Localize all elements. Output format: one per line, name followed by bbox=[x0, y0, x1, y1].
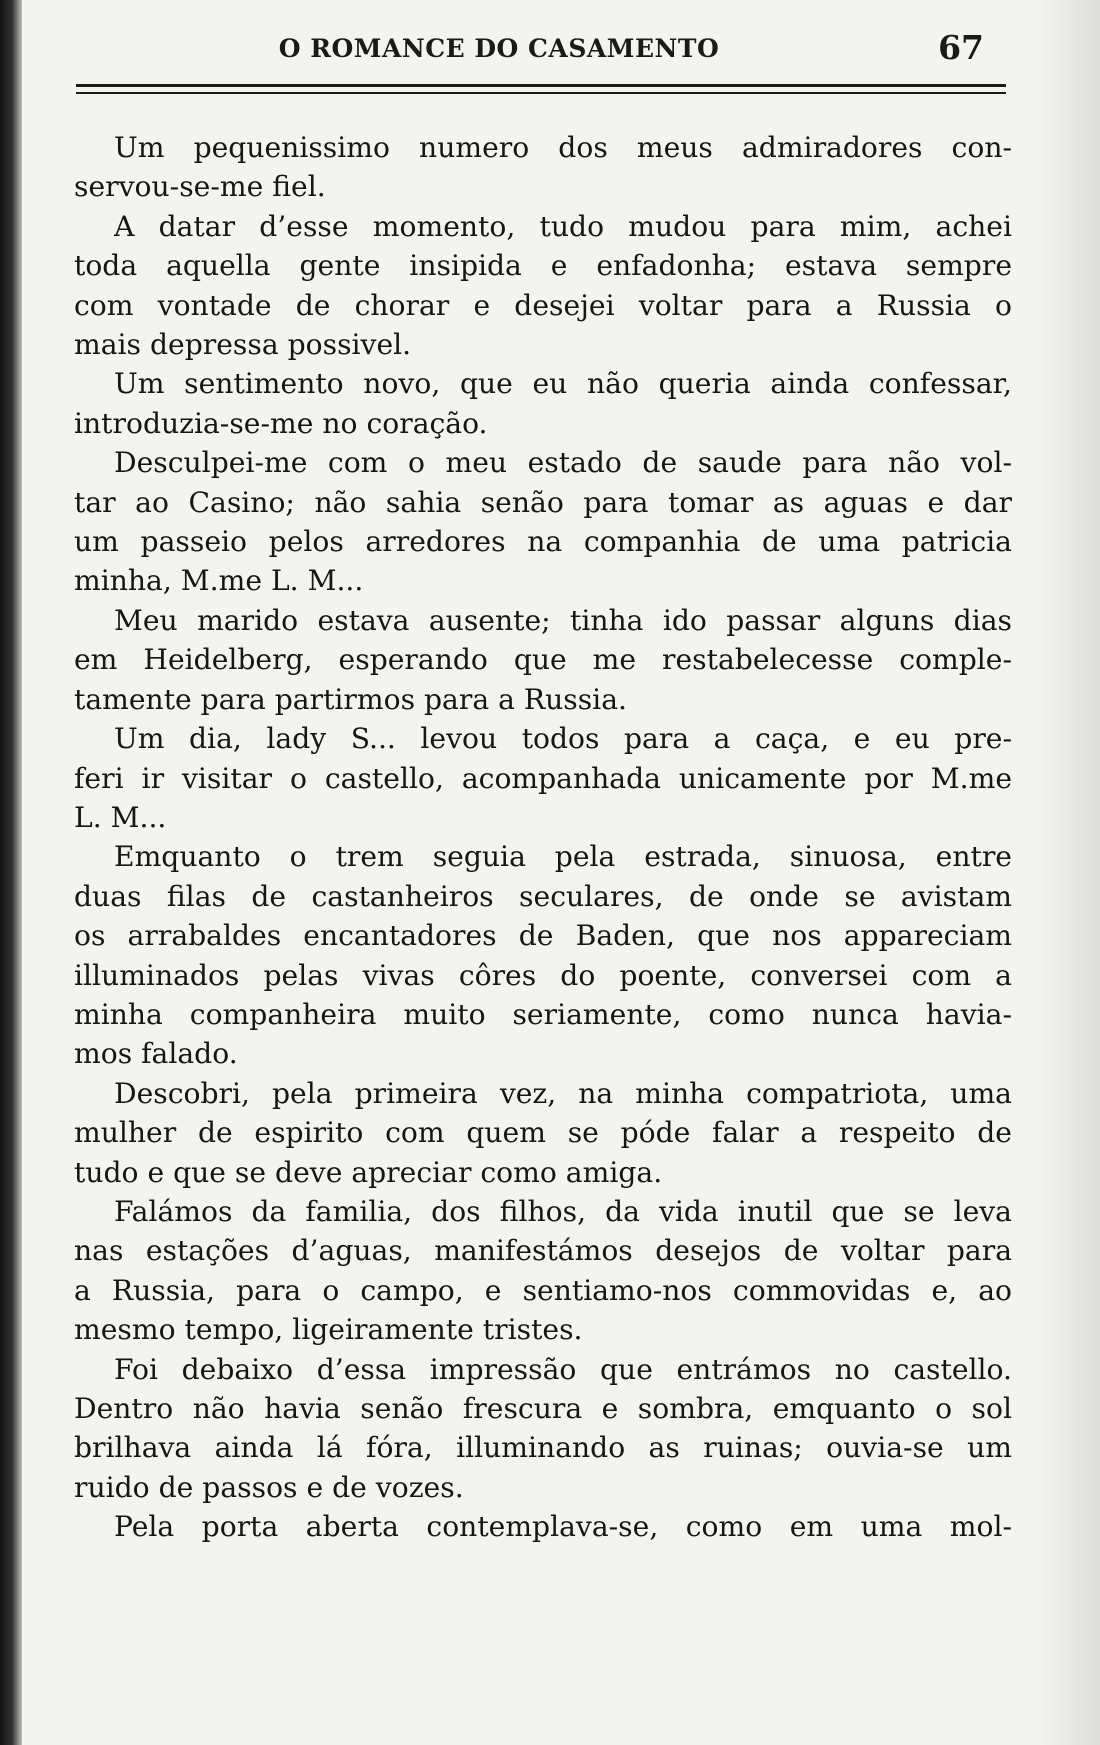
text-line: Foi debaixo d’essa impressão que entrámos no castello. bbox=[114, 1352, 1012, 1386]
text-line: mos falado. bbox=[74, 1037, 238, 1071]
text-line: A datar d’esse momento, tudo mudou para mim, achei bbox=[114, 209, 1012, 243]
text-line: Dentro não havia senão frescura e sombra, emquanto o sol bbox=[74, 1392, 1012, 1425]
text-line: Emquanto o trem seguia pela estrada, sinuosa, entre bbox=[114, 840, 1012, 874]
text-line: Pela porta aberta contemplava-se, como em uma mol- bbox=[114, 1510, 1012, 1544]
paragraph bbox=[74, 719, 1012, 837]
page-header bbox=[74, 28, 1004, 72]
body-text bbox=[74, 128, 1012, 1547]
header-rule-top bbox=[76, 84, 1006, 87]
paragraph bbox=[74, 601, 1012, 719]
paragraph bbox=[74, 128, 1012, 207]
text-line: introduzia-se-me no coração. bbox=[74, 406, 488, 440]
text-line: os arrabaldes encantadores de Baden, que nos appareciam bbox=[74, 919, 1012, 953]
running-title: O ROMANCE DO CASAMENTO bbox=[278, 34, 720, 63]
text-line: tamente para partirmos para a Russia. bbox=[74, 682, 627, 716]
text-line: nas estações d’aguas, manifestámos desejos de voltar para bbox=[74, 1234, 1012, 1268]
text-line: em Heidelberg, esperando que me restabelecesse comple- bbox=[74, 643, 1012, 677]
text-line: toda aquella gente insipida e enfadonha; estava sempre bbox=[74, 249, 1012, 283]
paragraph bbox=[74, 1192, 1012, 1350]
text-line: Desculpei-me com o meu estado de saude para não vol- bbox=[114, 446, 1012, 480]
paragraph bbox=[74, 1507, 1012, 1546]
text-line: duas filas de castanheiros seculares, de onde se avistam bbox=[74, 879, 1012, 913]
text-line: mais depressa possivel. bbox=[74, 328, 412, 362]
text-line: Um pequenissimo numero dos meus admiradores con- bbox=[114, 131, 1012, 164]
text-line: Falámos da familia, dos filhos, da vida inutil que se leva bbox=[114, 1194, 1012, 1228]
text-line: Um sentimento novo, que eu não queria ainda confessar, bbox=[114, 367, 1012, 401]
text-line: brilhava ainda lá fóra, illuminando as ruinas; ouvia-se um bbox=[74, 1431, 1012, 1465]
paragraph bbox=[74, 364, 1012, 443]
paragraph bbox=[74, 1074, 1012, 1192]
text-line: servou-se-me fiel. bbox=[74, 170, 326, 204]
text-line: mesmo tempo, ligeiramente tristes. bbox=[74, 1313, 583, 1347]
page-edge-shading bbox=[1040, 0, 1100, 1745]
text-line: ruido de passos e de vozes. bbox=[74, 1470, 464, 1504]
text-line: Um dia, lady S... levou todos para a caça, e eu pre- bbox=[114, 722, 1012, 756]
text-line: tar ao Casino; não sahia senão para tomar as aguas e dar bbox=[74, 485, 1012, 519]
text-line: illuminados pelas vivas côres do poente, conversei com a bbox=[74, 958, 1012, 992]
text-line: Meu marido estava ausente; tinha ido passar alguns dias bbox=[114, 603, 1012, 637]
text-line: feri ir visitar o castello, acompanhada unicamente por M.me bbox=[74, 761, 1012, 795]
text-line: com vontade de chorar e desejei voltar para a Russia o bbox=[74, 288, 1012, 322]
paragraph bbox=[74, 207, 1012, 365]
page-number: 67 bbox=[938, 28, 984, 67]
text-line: um passeio pelos arredores na companhia de uma patricia bbox=[74, 525, 1012, 559]
text-line: a Russia, para o campo, e sentiamo-nos commovidas e, ao bbox=[74, 1273, 1012, 1307]
text-line: minha, M.me L. M... bbox=[74, 564, 364, 598]
text-line: tudo e que se deve apreciar como amiga. bbox=[74, 1155, 663, 1189]
text-line: Descobri, pela primeira vez, na minha compatriota, uma bbox=[114, 1076, 1012, 1110]
paragraph bbox=[74, 443, 1012, 601]
text-line: mulher de espirito com quem se póde falar a respeito de bbox=[74, 1116, 1012, 1150]
header-rule-bottom bbox=[76, 92, 1006, 94]
paragraph bbox=[74, 837, 1012, 1073]
text-line: minha companheira muito seriamente, como nunca havia- bbox=[74, 997, 1012, 1031]
paragraph bbox=[74, 1350, 1012, 1508]
text-line: L. M... bbox=[74, 800, 167, 834]
page-binding-shadow bbox=[0, 0, 22, 1745]
